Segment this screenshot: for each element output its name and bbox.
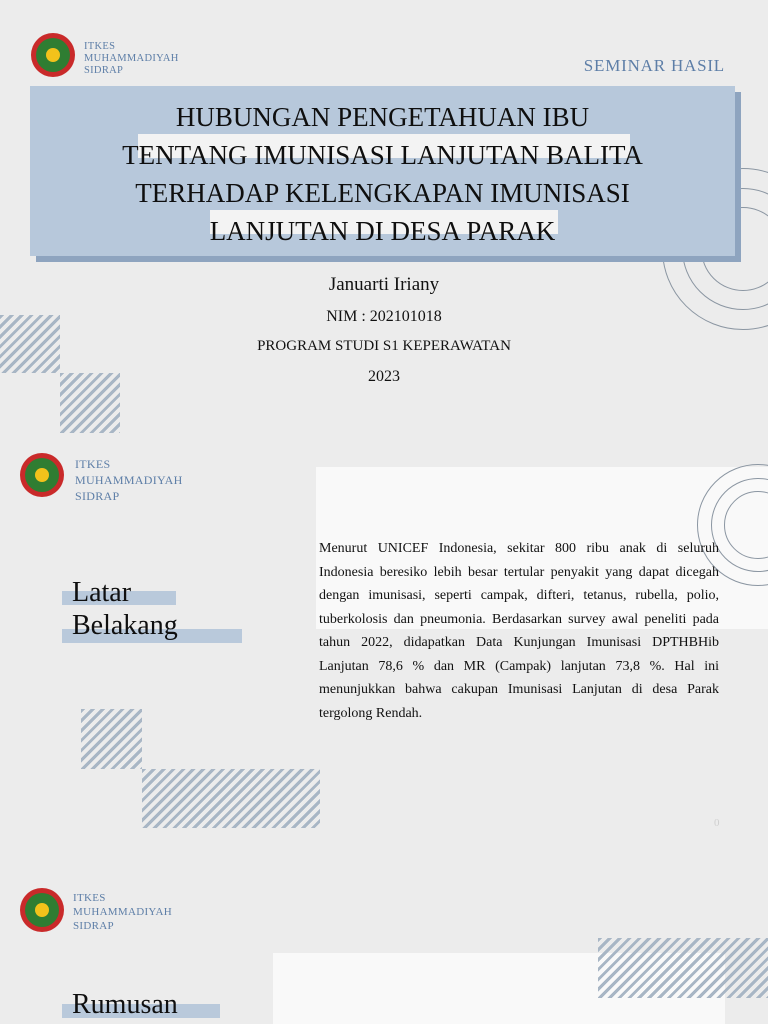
institution-line-1: ITKES [73,892,106,904]
institution-line-3: SIDRAP [73,920,114,932]
decor-hatch-5 [598,938,768,998]
institution-name [73,891,172,933]
seminar-badge: SEMINAR HASIL [583,56,725,75]
decor-hatch-1 [0,315,60,373]
institution-line-1: ITKES [75,457,111,471]
institution-line-2: MUHAMMADIYAH [75,473,183,487]
presentation-title [30,98,735,250]
author-name: Januarti Iriany [328,274,440,295]
institution-logo-icon [31,33,75,77]
title-line-2: TENTANG IMUNISASI LANJUTAN BALITA [122,140,643,170]
decor-hatch-4 [142,769,320,828]
section-heading [72,576,178,642]
institution-line-1: ITKES [84,41,116,52]
title-line-1: HUBUNGAN PENGETAHUAN IBU [175,102,590,132]
heading-line-2: Belakang [72,610,178,641]
heading-line-1: Latar [72,577,132,608]
institution-line-2: MUHAMMADIYAH [84,53,179,64]
student-id: NIM : 202101018 [326,308,442,325]
section-heading: Rumusan [72,989,178,1020]
institution-name [84,41,179,77]
institution-logo-icon [20,888,64,932]
background-paragraph: Menurut UNICEF Indonesia, sekitar 800 ribu anak di seluruh Indonesia beresiko lebih besar tertular penyakit yang dapat dicegah dengan imunisasi, seperti campak, difteri, tetanus, rubella, polio, tuberkolosis dan pneumonia. Berdasarkan survey awal peneliti pada tahun 2022, didapatkan Data Kunjungan Imunisasi DPTHBHib Lanjutan 78,6 % dan MR (Campak) lanjutan 73,8 %. Hal ini menunjukkan bahwa cakupan Imunisasi Lanjutan di desa Parak tergolong Rendah. [319,541,719,721]
title-line-3: TERHADAP KELENGKAPAN IMUNISASI [135,178,630,208]
study-program: PROGRAM STUDI S1 KEPERAWATAN [257,338,511,354]
decor-hatch-2 [60,373,120,433]
institution-name [75,456,183,504]
institution-line-3: SIDRAP [75,489,120,503]
year: 2023 [368,368,400,385]
institution-line-3: SIDRAP [84,65,124,76]
decor-hatch-3 [81,709,142,769]
institution-line-2: MUHAMMADIYAH [73,906,172,918]
page-number: 0 [714,817,720,829]
title-line-4: LANJUTAN DI DESA PARAK [209,216,556,246]
institution-logo-icon [20,453,64,497]
